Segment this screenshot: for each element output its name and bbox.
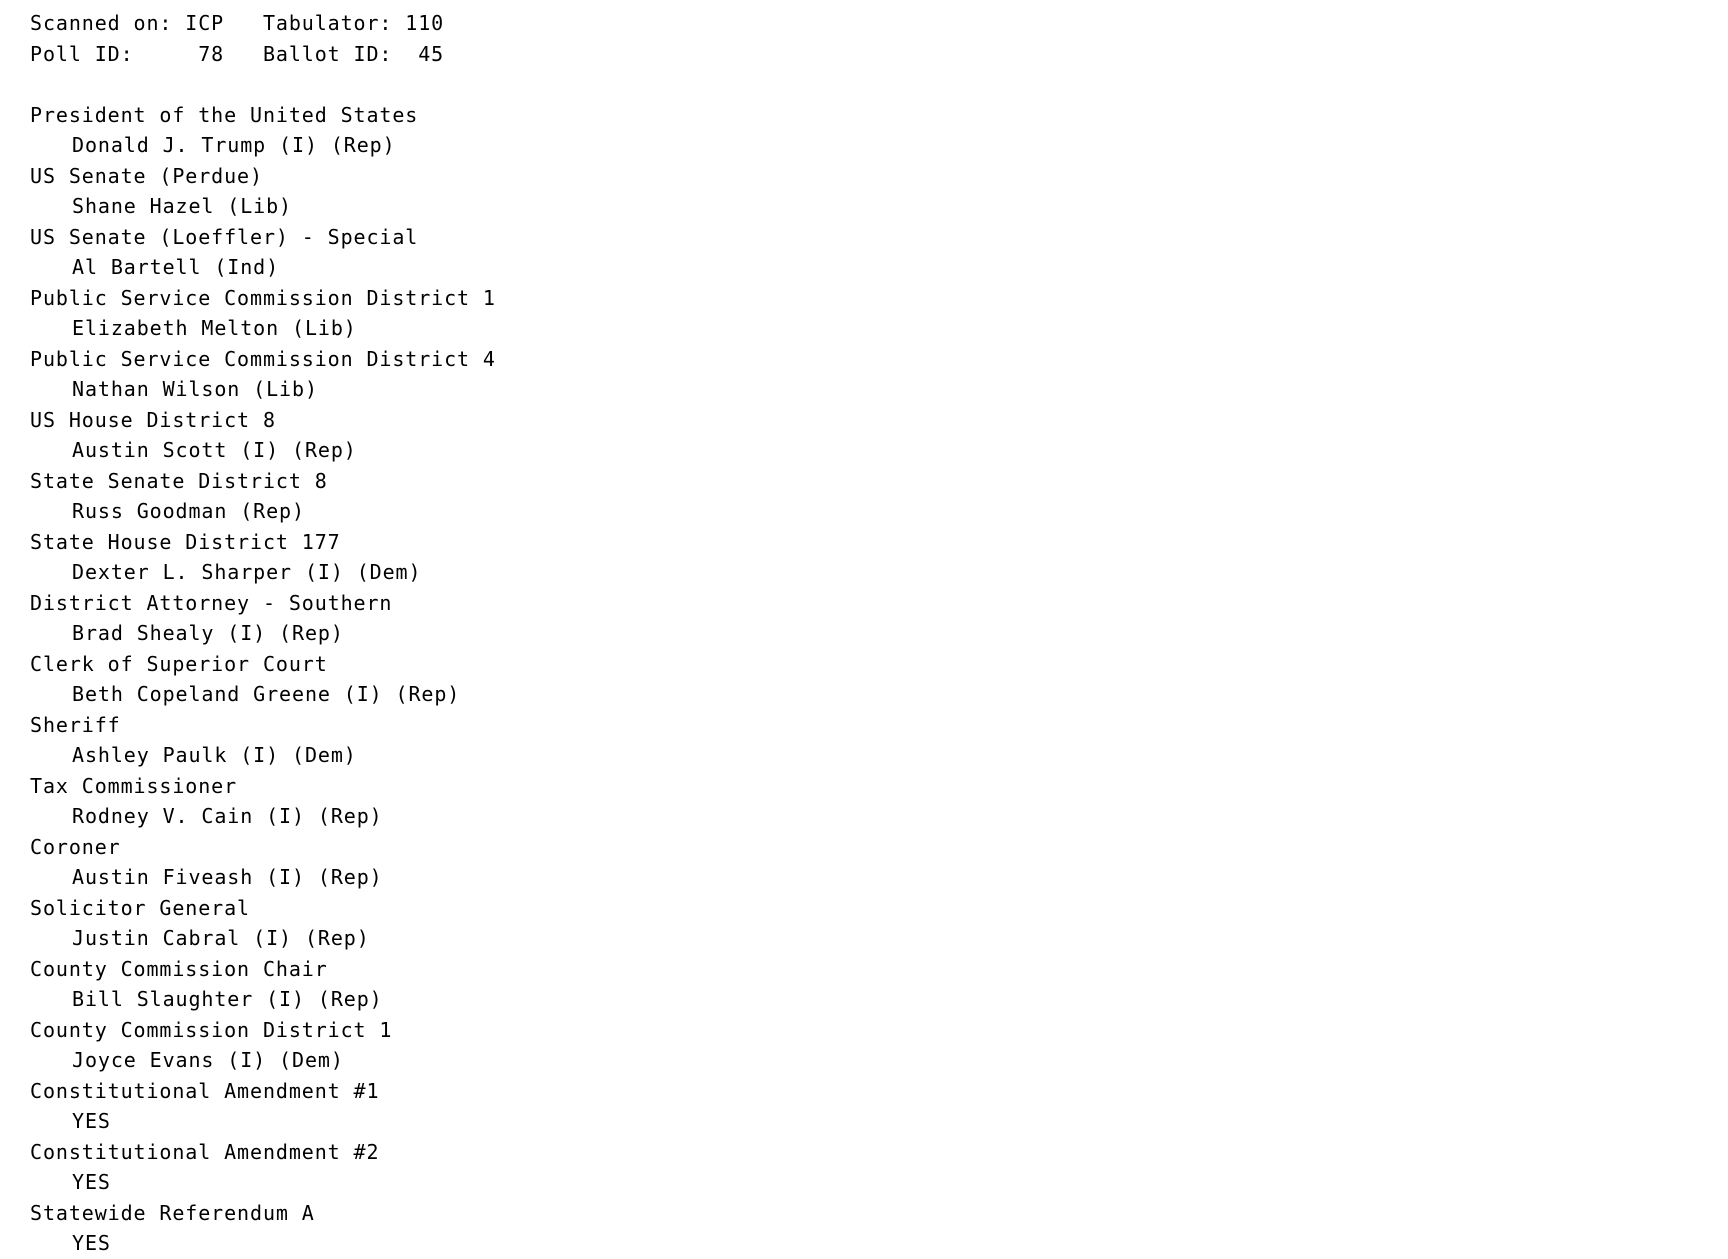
contest-selection: YES [72, 1170, 111, 1194]
contest-selection: Dexter L. Sharper (I) (Dem) [72, 560, 422, 584]
contest-row [30, 222, 1728, 283]
contest-title: Tax Commissioner [30, 773, 238, 798]
contest-selection: Bill Slaughter (I) (Rep) [72, 987, 383, 1011]
contest-title: Solicitor General [30, 895, 250, 920]
contest-title: Statewide Referendum A [30, 1200, 315, 1225]
ballot-header [30, 8, 1728, 69]
contest-row [30, 1198, 1728, 1259]
contest-row [30, 649, 1728, 710]
header-separator [30, 69, 1728, 100]
contest-title: County Commission District 1 [30, 1017, 393, 1042]
contest-row [30, 832, 1728, 893]
contest-selection: Nathan Wilson (Lib) [72, 377, 318, 401]
contest-title: State House District 177 [30, 529, 341, 554]
contest-row [30, 344, 1728, 405]
contest-row [30, 588, 1728, 649]
contest-selection: Donald J. Trump (I) (Rep) [72, 133, 396, 157]
contest-title: Public Service Commission District 1 [30, 285, 496, 310]
contest-list [30, 100, 1728, 1259]
contest-title: US House District 8 [30, 407, 276, 432]
contest-selection: YES [72, 1109, 111, 1133]
contest-row [30, 405, 1728, 466]
contest-title: Clerk of Superior Court [30, 651, 328, 676]
contest-row [30, 710, 1728, 771]
contest-title: Sheriff [30, 712, 121, 737]
contest-row [30, 771, 1728, 832]
contest-selection: Elizabeth Melton (Lib) [72, 316, 357, 340]
contest-selection: Beth Copeland Greene (I) (Rep) [72, 682, 461, 706]
contest-selection: Al Bartell (Ind) [72, 255, 280, 279]
contest-row [30, 954, 1728, 1015]
contest-selection: Russ Goodman (Rep) [72, 499, 305, 523]
contest-row [30, 1076, 1728, 1137]
contest-selection: Austin Scott (I) (Rep) [72, 438, 357, 462]
contest-selection: YES [72, 1231, 111, 1255]
contest-title: Public Service Commission District 4 [30, 346, 496, 371]
contest-selection: Joyce Evans (I) (Dem) [72, 1048, 344, 1072]
contest-selection: Austin Fiveash (I) (Rep) [72, 865, 383, 889]
contest-selection: Brad Shealy (I) (Rep) [72, 621, 344, 645]
contest-selection: Rodney V. Cain (I) (Rep) [72, 804, 383, 828]
contest-title: State Senate District 8 [30, 468, 328, 493]
contest-selection: Ashley Paulk (I) (Dem) [72, 743, 357, 767]
contest-row [30, 161, 1728, 222]
contest-row [30, 1137, 1728, 1198]
poll-ballot-id-line: Poll ID: 78 Ballot ID: 45 [30, 41, 445, 66]
contest-title: County Commission Chair [30, 956, 328, 981]
scanned-on-line: Scanned on: ICP Tabulator: 110 [30, 11, 445, 35]
contest-title: Constitutional Amendment #1 [30, 1078, 380, 1103]
contest-row [30, 527, 1728, 588]
contest-title: US Senate (Loeffler) - Special [30, 224, 419, 249]
contest-title: US Senate (Perdue) [30, 163, 263, 188]
contest-title: District Attorney - Southern [30, 590, 393, 615]
contest-title: President of the United States [30, 102, 419, 127]
contest-selection: Justin Cabral (I) (Rep) [72, 926, 370, 950]
contest-row [30, 466, 1728, 527]
contest-row [30, 100, 1728, 161]
contest-row [30, 283, 1728, 344]
contest-title: Coroner [30, 834, 121, 859]
contest-selection: Shane Hazel (Lib) [72, 194, 292, 218]
contest-row [30, 1015, 1728, 1076]
contest-title: Constitutional Amendment #2 [30, 1139, 380, 1164]
contest-row [30, 893, 1728, 954]
